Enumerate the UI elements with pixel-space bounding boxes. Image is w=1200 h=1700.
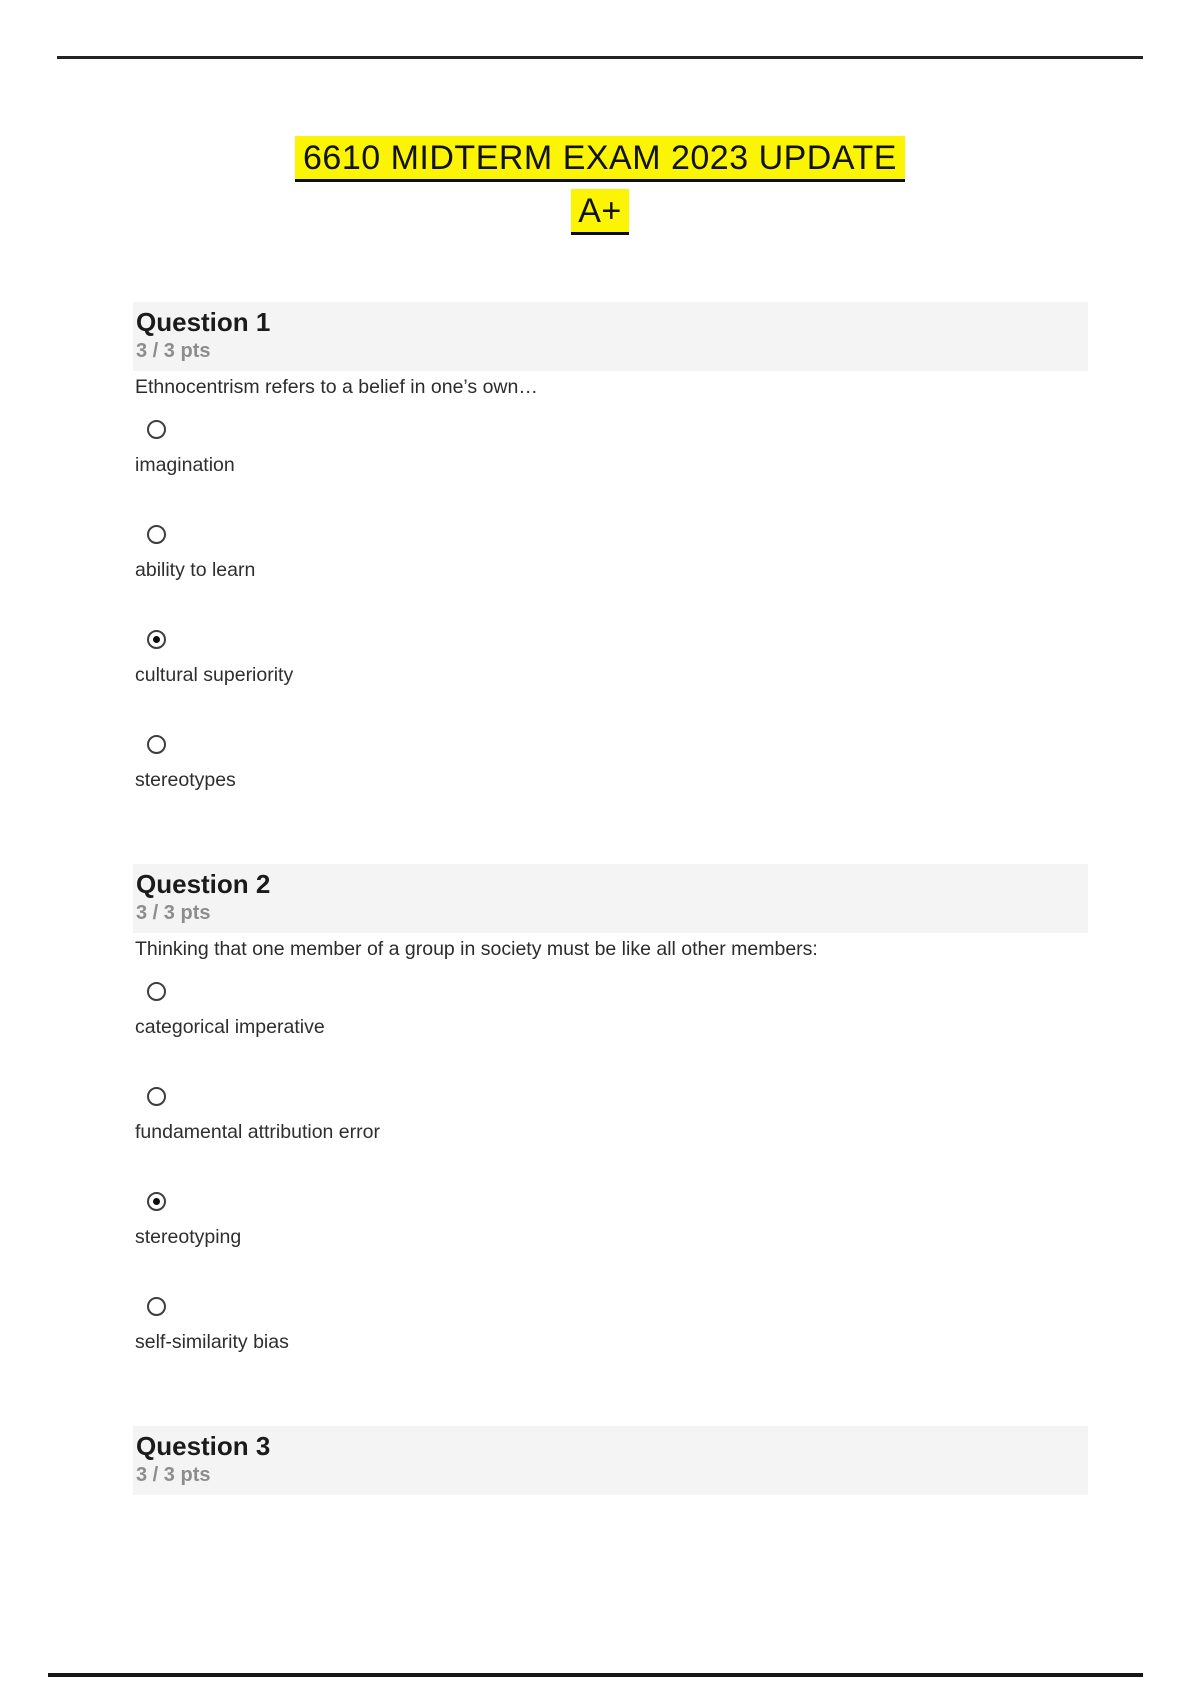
question-header-bar [133,1426,1088,1495]
answer-option [133,1297,1088,1355]
answer-option-label: fundamental attribution error [135,1121,380,1143]
question-title: Question 2 [136,869,271,899]
answer-option-label: stereotypes [135,769,236,791]
question-section [133,1426,1088,1495]
question-header-bar [133,302,1088,371]
document-title-block [0,136,1200,235]
answer-option-label: self-similarity bias [135,1331,289,1353]
question-title: Question 3 [136,1431,271,1461]
question-title: Question 1 [136,307,271,337]
answer-option-label: ability to learn [135,559,256,581]
answer-option [133,982,1088,1040]
radio-button-icon[interactable] [147,1297,166,1316]
page-title: 6610 MIDTERM EXAM 2023 UPDATE [295,136,905,182]
answer-option [133,1192,1088,1250]
question-points: 3 / 3 pts [136,1464,211,1486]
question-section [133,864,1088,1355]
question-header-bar [133,864,1088,933]
options-list [133,420,1088,793]
radio-selected-dot-icon [153,1198,160,1205]
answer-option [133,420,1088,478]
answer-option-label: cultural superiority [135,664,294,686]
questions-container [133,302,1088,1566]
radio-button-icon[interactable] [147,982,166,1001]
question-points: 3 / 3 pts [136,902,211,924]
radio-button-icon[interactable] [147,1087,166,1106]
radio-button-icon[interactable] [147,735,166,754]
radio-button-icon[interactable] [147,630,166,649]
answer-option-label: stereotyping [135,1226,242,1248]
bottom-horizontal-rule [48,1673,1143,1677]
page-title-grade: A+ [571,189,629,235]
question-section [133,302,1088,793]
answer-option [133,630,1088,688]
answer-option [133,735,1088,793]
answer-option [133,1087,1088,1145]
radio-button-icon[interactable] [147,1192,166,1211]
question-points: 3 / 3 pts [136,340,211,362]
top-horizontal-rule [57,56,1143,59]
answer-option [133,525,1088,583]
radio-selected-dot-icon [153,636,160,643]
question-text: Thinking that one member of a group in society must be like all other members: [135,938,818,960]
radio-button-icon[interactable] [147,525,166,544]
question-text: Ethnocentrism refers to a belief in one’s own… [135,376,538,398]
answer-option-label: imagination [135,454,235,476]
radio-button-icon[interactable] [147,420,166,439]
answer-option-label: categorical imperative [135,1016,325,1038]
options-list [133,982,1088,1355]
